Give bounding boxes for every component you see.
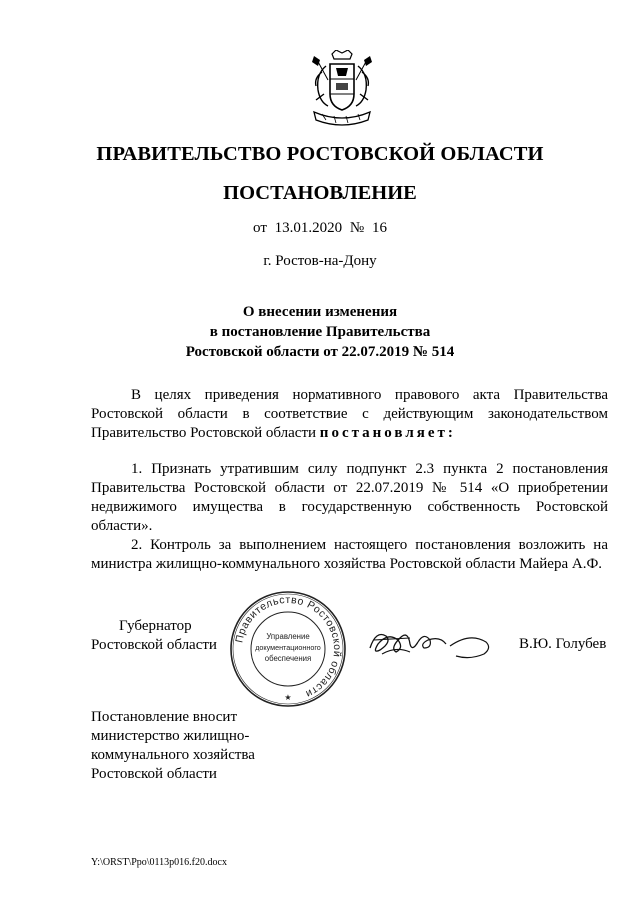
signer-title-line-1: Губернатор xyxy=(119,618,192,634)
submitter-line-4: Ростовской области xyxy=(91,766,217,782)
document-number: 16 xyxy=(371,220,387,236)
submitter-line-3: коммунального хозяйства xyxy=(91,747,255,763)
signer-title-line-2: Ростовской области xyxy=(91,637,217,653)
document-city: г. Ростов-на-Дону xyxy=(263,253,377,269)
seal-star-icon: ★ xyxy=(284,693,292,702)
subject-line-2: в постановление Правительства xyxy=(209,324,431,340)
file-path: Y:\ORST\Ppo\0113p016.f20.docx xyxy=(91,857,227,868)
item-1-paragraph: 1. Признать утратившим силу подпункт 2.3 пункта 2 постановления Правительства Ростовской области от 22.07.2019 № 514 «О приобретении недвижимого имущества в государственную собственность Ростовской области». xyxy=(91,461,608,534)
signer-title xyxy=(91,617,217,655)
submitter-note xyxy=(91,708,255,784)
subject-line-3: Ростовской области от 22.07.2019 № 514 xyxy=(185,344,455,360)
coat-of-arms-emblem xyxy=(306,50,378,128)
preamble-text: В целях приведения нормативного правового акта Правительства Ростовской области в соответствие с действующим законодательством Правительство Ростовской области xyxy=(91,387,608,441)
signer-name: В.Ю. Голубев xyxy=(519,636,607,652)
subject-line-1: О внесении изменения xyxy=(242,304,398,320)
preamble-paragraph xyxy=(91,386,608,443)
document-body xyxy=(91,386,608,574)
date-prefix: от xyxy=(253,220,267,236)
resolves-word: постановляет: xyxy=(319,425,456,441)
seal-center-line-2: документационного xyxy=(255,643,321,652)
number-sign: № xyxy=(349,220,365,236)
seal-center-line-3: обеспечения xyxy=(264,654,312,663)
handwritten-signature xyxy=(366,618,496,666)
seal-ring-text: Правительство Ростовской области xyxy=(233,593,344,701)
item-2-paragraph: 2. Контроль за выполнением настоящего постановления возложить на министра жилищно-коммунального хозяйства Ростовской области Майера А.Ф. xyxy=(91,537,608,572)
document-subject xyxy=(0,302,640,362)
seal-center-line-1: Управление xyxy=(266,632,310,641)
submitter-line-1: Постановление вносит xyxy=(91,709,238,725)
document-date-line xyxy=(0,220,640,237)
organization-title: ПРАВИТЕЛЬСТВО РОСТОВСКОЙ ОБЛАСТИ xyxy=(96,143,544,165)
submitter-line-2: министерство жилищно- xyxy=(91,728,250,744)
official-seal-stamp xyxy=(229,590,347,708)
document-type: ПОСТАНОВЛЕНИЕ xyxy=(223,182,417,204)
document-date: 13.01.2020 xyxy=(274,220,343,236)
